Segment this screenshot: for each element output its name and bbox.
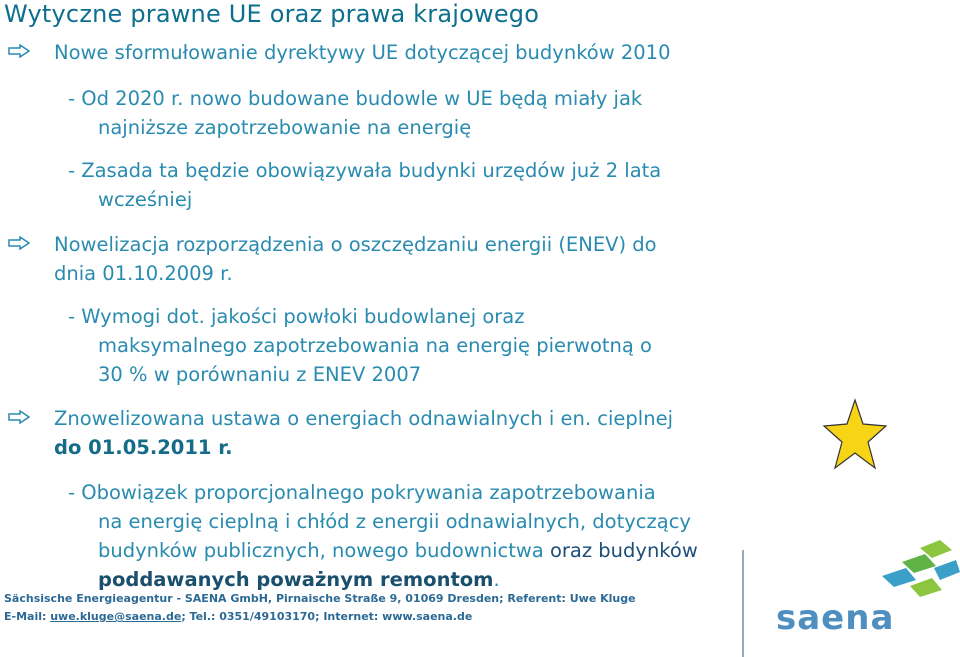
slide-title: Wytyczne prawne UE oraz prawa krajowego <box>4 0 540 28</box>
sub-item-requirements <box>68 302 652 389</box>
sub-line: najniższe zapotrzebowanie na energię <box>98 116 472 139</box>
footer-contact <box>4 610 472 623</box>
email-link[interactable]: uwe.kluge@saena.de <box>50 610 182 623</box>
sub-line-part: budynków publicznych, nowego budownictwa <box>98 539 550 562</box>
bullet-line: Nowelizacja rozporządzenia o oszczędzaniu energii (ENEV) do <box>54 233 657 256</box>
star-icon <box>822 398 888 470</box>
saena-logo-text: saena <box>776 598 895 638</box>
arrow-right-icon <box>8 236 30 250</box>
arrow-right-icon <box>8 44 30 58</box>
sub-line <box>68 565 698 594</box>
email-label: E-Mail: <box>4 610 51 623</box>
bullet-renewables <box>54 404 673 462</box>
emphasis-text: poddawanych poważnym remontom <box>98 568 494 591</box>
sub-line: 30 % w porównaniu z ENEV 2007 <box>98 363 422 386</box>
sub-line: - Wymogi dot. jakości powłoki budowlanej oraz <box>68 305 525 328</box>
sub-line: wcześniej <box>98 188 193 211</box>
bullet-text: Nowe sformułowanie dyrektywy UE dotyczącej budynków 2010 <box>54 41 671 64</box>
sub-line: na energię cieplną i chłód z energii odnawialnych, dotyczący <box>98 510 691 533</box>
bullet-line-date: do 01.05.2011 r. <box>54 436 233 459</box>
sub-line <box>68 536 698 565</box>
divider <box>742 550 744 657</box>
sub-line: - Od 2020 r. nowo budowane budowle w UE będą miały jak <box>68 87 643 110</box>
footer-address: Sächsische Energieagentur - SAENA GmbH, Pirnaische Straße 9, 01069 Dresden; Referent: Uwe Kluge <box>4 592 636 605</box>
contact-rest: ; Tel.: 0351/49103170; Internet: www.saena.de <box>181 610 473 623</box>
sub-item-obligation <box>68 478 698 594</box>
period: . <box>493 568 500 591</box>
sub-line: - Obowiązek proporcjonalnego pokrywania zapotrzebowania <box>68 481 656 504</box>
bullet-line: dnia 01.10.2009 r. <box>54 262 233 285</box>
sub-line-part: oraz budynków <box>549 539 698 562</box>
bullet-line: Znowelizowana ustawa o energiach odnawialnych i en. cieplnej <box>54 407 673 430</box>
sub-line: maksymalnego zapotrzebowania na energię pierwotną o <box>98 334 652 357</box>
sub-item-offices <box>68 156 661 214</box>
bullet-directive <box>54 38 671 67</box>
arrow-right-icon <box>8 410 30 424</box>
bullet-enev <box>54 230 657 288</box>
sub-line: - Zasada ta będzie obowiązywała budynki urzędów już 2 lata <box>68 159 662 182</box>
sub-item-2020 <box>68 84 642 142</box>
